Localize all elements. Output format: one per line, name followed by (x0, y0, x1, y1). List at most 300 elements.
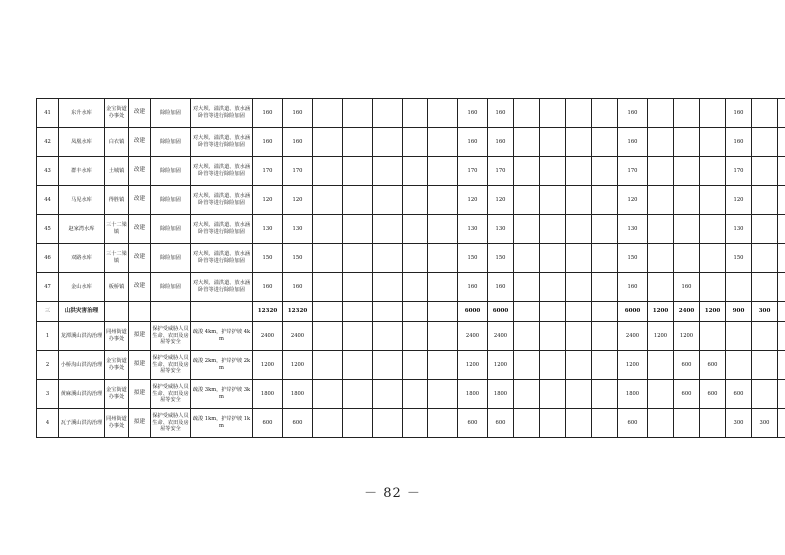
table-cell: 150 (726, 244, 752, 273)
table-cell (674, 157, 700, 186)
table-cell (778, 215, 785, 244)
table-cell (313, 157, 343, 186)
table-cell (540, 351, 566, 380)
table-cell: 拟建 (129, 351, 151, 380)
table-cell (151, 302, 191, 322)
table-row (37, 380, 785, 409)
table-cell (403, 99, 428, 128)
table-cell: 除险加固 (151, 244, 191, 273)
table-cell (566, 351, 592, 380)
table-cell: 除险加固 (151, 99, 191, 128)
table-cell: 12320 (253, 302, 283, 322)
table-cell (752, 99, 778, 128)
table-cell (592, 273, 618, 302)
table-cell: 2 (37, 351, 59, 380)
table-cell (428, 215, 458, 244)
table-row (37, 128, 785, 157)
table-cell: 2400 (283, 322, 313, 351)
table-cell (313, 322, 343, 351)
table-cell (514, 99, 540, 128)
table-cell (540, 244, 566, 273)
table-cell: 三十二梁镇 (105, 215, 129, 244)
table-cell (540, 186, 566, 215)
table-cell (313, 351, 343, 380)
table-cell (373, 273, 403, 302)
table-cell (700, 128, 726, 157)
table-cell (566, 273, 592, 302)
table-cell (403, 157, 428, 186)
table-cell (778, 273, 785, 302)
table-cell (514, 128, 540, 157)
table-cell: 对大坝、溢洪道、放水涵卧管等进行除险加固 (191, 157, 253, 186)
table-cell (592, 322, 618, 351)
table-row (37, 244, 785, 273)
table-cell: 160 (458, 273, 488, 302)
table-cell: 1200 (488, 351, 514, 380)
table-cell: 47 (37, 273, 59, 302)
table-cell: 板桥镇 (105, 273, 129, 302)
table-cell (752, 186, 778, 215)
table-cell (592, 351, 618, 380)
table-cell (752, 322, 778, 351)
table-cell (726, 273, 752, 302)
table-cell: 600 (283, 409, 313, 438)
table-cell (540, 128, 566, 157)
table-cell: 600 (488, 409, 514, 438)
table-cell: 6000 (488, 302, 514, 322)
table-cell (428, 273, 458, 302)
table-cell (648, 244, 674, 273)
table-cell: 170 (726, 157, 752, 186)
table-cell: 改建 (129, 186, 151, 215)
table-cell (540, 322, 566, 351)
table-cell (343, 273, 373, 302)
table-cell (566, 322, 592, 351)
table-cell (540, 409, 566, 438)
table-cell (778, 128, 785, 157)
table-cell: 2400 (488, 322, 514, 351)
table-cell (428, 244, 458, 273)
table-cell: 130 (253, 215, 283, 244)
table-cell: 改建 (129, 215, 151, 244)
table-cell (313, 128, 343, 157)
table-cell (726, 351, 752, 380)
table-cell (566, 186, 592, 215)
table-cell: 160 (488, 99, 514, 128)
table-cell (343, 186, 373, 215)
table-cell: 改建 (129, 273, 151, 302)
table-cell: 疏浚 2km，护岸护坡 2km (191, 351, 253, 380)
table-cell: 对大坝、溢洪道、放水涵卧管等进行除险加固 (191, 215, 253, 244)
table-cell: 160 (726, 99, 752, 128)
table-cell (700, 273, 726, 302)
table-cell: 160 (458, 128, 488, 157)
table-cell (428, 322, 458, 351)
table-cell: 600 (458, 409, 488, 438)
table-cell (129, 302, 151, 322)
table-cell (778, 322, 785, 351)
table-row (37, 215, 785, 244)
table-cell (313, 215, 343, 244)
table-cell: 130 (488, 215, 514, 244)
table-cell (700, 215, 726, 244)
table-cell: 除险加固 (151, 215, 191, 244)
table-cell: 170 (488, 157, 514, 186)
table-cell: 600 (253, 409, 283, 438)
table-cell (752, 351, 778, 380)
table-cell (540, 215, 566, 244)
table-cell: 160 (488, 128, 514, 157)
table-cell (752, 157, 778, 186)
table-cell (648, 215, 674, 244)
table-cell: 1200 (700, 302, 726, 322)
table-cell: 900 (726, 302, 752, 322)
table-cell: 120 (726, 186, 752, 215)
table-cell: 拟建 (129, 409, 151, 438)
table-cell (700, 409, 726, 438)
table-cell (403, 302, 428, 322)
table-cell: 金宝街道办事处 (105, 351, 129, 380)
table-cell (403, 244, 428, 273)
table-cell: 160 (618, 99, 648, 128)
table-cell: 130 (726, 215, 752, 244)
table-cell (428, 157, 458, 186)
table-cell (343, 215, 373, 244)
table-cell: 160 (283, 273, 313, 302)
table-cell: 双路水库 (59, 244, 105, 273)
table-cell: 保护受威胁人员生命、农田及房屋等安全 (151, 322, 191, 351)
table-cell: 6000 (618, 302, 648, 322)
table-cell (313, 380, 343, 409)
table-cell: 130 (618, 215, 648, 244)
table-cell: 土城镇 (105, 157, 129, 186)
table-cell (514, 322, 540, 351)
table-cell (566, 409, 592, 438)
table-cell: 120 (618, 186, 648, 215)
table-cell (373, 302, 403, 322)
table-cell: 300 (752, 302, 778, 322)
table-cell: 1800 (618, 380, 648, 409)
table-row (37, 409, 785, 438)
table-cell: 白衣镇 (105, 128, 129, 157)
table-cell (343, 128, 373, 157)
table-cell: 马见水库 (59, 186, 105, 215)
table-cell: 保护受威胁人员生命、农田及房屋等安全 (151, 409, 191, 438)
table-cell (648, 380, 674, 409)
table-cell: 170 (458, 157, 488, 186)
table-cell (514, 157, 540, 186)
table-cell: 除险加固 (151, 273, 191, 302)
table-cell: 300 (752, 409, 778, 438)
table-cell (428, 186, 458, 215)
table-cell: 赵家湾水库 (59, 215, 105, 244)
table-cell (648, 186, 674, 215)
table-cell: 对大坝、溢洪道、放水涵卧管等进行除险加固 (191, 128, 253, 157)
table-cell (373, 157, 403, 186)
table-cell (514, 409, 540, 438)
table-cell: 2400 (674, 302, 700, 322)
table-cell (648, 409, 674, 438)
table-cell (674, 244, 700, 273)
table-cell: 150 (488, 244, 514, 273)
table-cell (648, 99, 674, 128)
table-cell: 46 (37, 244, 59, 273)
table-cell (700, 322, 726, 351)
table-cell: 2400 (458, 322, 488, 351)
table-cell (403, 215, 428, 244)
table-cell (514, 302, 540, 322)
table-cell: 小桥沟山洪沟治理 (59, 351, 105, 380)
table-cell: 160 (253, 99, 283, 128)
table-cell (428, 351, 458, 380)
table-cell: 43 (37, 157, 59, 186)
table-cell: 1200 (674, 322, 700, 351)
table-cell (674, 215, 700, 244)
table-cell (191, 302, 253, 322)
table-cell: 170 (253, 157, 283, 186)
table-cell: 1800 (283, 380, 313, 409)
table-cell (566, 128, 592, 157)
table-cell (778, 157, 785, 186)
table-cell: 除险加固 (151, 157, 191, 186)
table-cell (540, 99, 566, 128)
table-cell: 2400 (618, 322, 648, 351)
table-cell: 150 (458, 244, 488, 273)
table-cell (403, 322, 428, 351)
table-cell: 160 (726, 128, 752, 157)
table-cell: 金宝街道办事处 (105, 380, 129, 409)
table-cell (566, 99, 592, 128)
table-cell: 600 (618, 409, 648, 438)
table-cell: 龙潭溪山洪沟治理 (59, 322, 105, 351)
table-cell (592, 244, 618, 273)
table-cell: 疏浚 3km，护岸护坡 3km (191, 380, 253, 409)
table-cell (514, 215, 540, 244)
table-cell (343, 351, 373, 380)
table-row (37, 273, 785, 302)
table-cell: 160 (618, 273, 648, 302)
table-cell (540, 380, 566, 409)
table-cell: 群丰水库 (59, 157, 105, 186)
table-cell: 130 (283, 215, 313, 244)
table-cell: 黄麻溪山洪沟治理 (59, 380, 105, 409)
table-cell (674, 99, 700, 128)
table-cell (540, 157, 566, 186)
table-cell: 41 (37, 99, 59, 128)
table-cell (343, 157, 373, 186)
table-cell: 疏浚 1km，护岸护坡 1km (191, 409, 253, 438)
table-cell: 160 (283, 128, 313, 157)
table-row (37, 99, 785, 128)
table-cell (778, 380, 785, 409)
table-cell (428, 99, 458, 128)
table-cell (343, 322, 373, 351)
table-cell (313, 186, 343, 215)
table-row (37, 157, 785, 186)
table-cell: 6000 (458, 302, 488, 322)
table-cell (648, 157, 674, 186)
table-cell (403, 351, 428, 380)
table-cell: 600 (674, 380, 700, 409)
table-cell: 160 (458, 99, 488, 128)
table-cell: 金宝街道办事处 (105, 99, 129, 128)
table-cell (700, 157, 726, 186)
table-cell: 1800 (488, 380, 514, 409)
table-cell (373, 128, 403, 157)
table-cell (373, 409, 403, 438)
table-cell (514, 244, 540, 273)
table-cell: 150 (618, 244, 648, 273)
table-cell: 1200 (458, 351, 488, 380)
table-cell (403, 186, 428, 215)
table-cell (514, 273, 540, 302)
table-cell (752, 273, 778, 302)
table-cell (778, 302, 785, 322)
table-cell: 160 (618, 128, 648, 157)
table-cell (403, 273, 428, 302)
table-cell (343, 99, 373, 128)
table-cell (752, 244, 778, 273)
table-cell: 保护受威胁人员生命、农田及房屋等安全 (151, 380, 191, 409)
table-cell: 160 (674, 273, 700, 302)
table-cell (343, 380, 373, 409)
table-cell (592, 157, 618, 186)
table-cell (648, 351, 674, 380)
table-cell: 对大坝、溢洪道、放水涵卧管等进行除险加固 (191, 99, 253, 128)
table-cell (592, 186, 618, 215)
table-cell: 除险加固 (151, 186, 191, 215)
investment-table (36, 98, 785, 438)
table-cell: 东升水库 (59, 99, 105, 128)
table-cell (343, 244, 373, 273)
table-cell: 改建 (129, 99, 151, 128)
table-cell (592, 302, 618, 322)
table-cell: 3 (37, 380, 59, 409)
table-cell (778, 99, 785, 128)
table-cell: 1 (37, 322, 59, 351)
table-cell (313, 99, 343, 128)
table-cell (592, 128, 618, 157)
table-cell (566, 302, 592, 322)
table-cell (566, 380, 592, 409)
table-cell: 150 (253, 244, 283, 273)
table-cell: 42 (37, 128, 59, 157)
table-cell (105, 302, 129, 322)
table-cell (514, 186, 540, 215)
table-cell: 170 (283, 157, 313, 186)
table-cell: 160 (283, 99, 313, 128)
table-cell (592, 380, 618, 409)
table-cell: 改建 (129, 244, 151, 273)
table-cell: 2400 (253, 322, 283, 351)
table-cell: 44 (37, 186, 59, 215)
table-cell (674, 409, 700, 438)
table-cell: 12320 (283, 302, 313, 322)
table-cell: 1200 (648, 322, 674, 351)
table-cell (540, 302, 566, 322)
table-cell (313, 302, 343, 322)
table-cell: 凤凰水库 (59, 128, 105, 157)
table-cell (752, 380, 778, 409)
table-cell: 得胜镇 (105, 186, 129, 215)
table-row (37, 351, 785, 380)
table-cell: 150 (283, 244, 313, 273)
table-cell: 瓦子溪山洪沟治理 (59, 409, 105, 438)
table-cell: 对大坝、溢洪道、放水涵卧管等进行除险加固 (191, 244, 253, 273)
table-cell: 120 (283, 186, 313, 215)
table-cell (566, 244, 592, 273)
table-cell: 1200 (648, 302, 674, 322)
page-number: － 82 － (364, 486, 421, 501)
table-cell (514, 380, 540, 409)
table-cell (373, 99, 403, 128)
table-cell (700, 99, 726, 128)
table-row (37, 186, 785, 215)
table-cell: 600 (674, 351, 700, 380)
table-cell: 300 (726, 409, 752, 438)
table-cell (566, 215, 592, 244)
table-cell: 120 (488, 186, 514, 215)
table-cell: 1800 (458, 380, 488, 409)
table-cell: 600 (700, 380, 726, 409)
table-cell (778, 409, 785, 438)
table-cell (592, 99, 618, 128)
table-cell: 拟建 (129, 380, 151, 409)
table-cell (540, 273, 566, 302)
table-cell (373, 351, 403, 380)
table-cell (566, 157, 592, 186)
table-cell (592, 215, 618, 244)
table-cell: 改建 (129, 128, 151, 157)
table-cell (343, 302, 373, 322)
table-cell (373, 322, 403, 351)
table-cell (648, 273, 674, 302)
table-row (37, 322, 785, 351)
table-cell: 600 (726, 380, 752, 409)
table-cell (313, 273, 343, 302)
section-row (37, 302, 785, 322)
table-cell: 三十二梁镇 (105, 244, 129, 273)
table-cell: 120 (458, 186, 488, 215)
table-cell (373, 186, 403, 215)
table-cell: 120 (253, 186, 283, 215)
table-cell (403, 380, 428, 409)
table-cell (778, 351, 785, 380)
table-cell: 对大坝、溢洪道、放水涵卧管等进行除险加固 (191, 186, 253, 215)
table-cell: 1200 (283, 351, 313, 380)
table-cell (778, 244, 785, 273)
table-cell: 改建 (129, 157, 151, 186)
table-cell (428, 302, 458, 322)
table-cell (674, 186, 700, 215)
table-cell: 130 (458, 215, 488, 244)
table-cell: 三 (37, 302, 59, 322)
table-cell (778, 186, 785, 215)
table-cell (373, 244, 403, 273)
table-cell: 对大坝、溢洪道、放水涵卧管等进行除险加固 (191, 273, 253, 302)
table-cell (373, 380, 403, 409)
table-body (37, 99, 785, 438)
table-cell: 160 (488, 273, 514, 302)
table-cell: 金山水库 (59, 273, 105, 302)
table-cell (700, 186, 726, 215)
table-cell (313, 244, 343, 273)
table-cell: 除险加固 (151, 128, 191, 157)
table-cell: 4 (37, 409, 59, 438)
table-cell: 170 (618, 157, 648, 186)
table-cell (373, 215, 403, 244)
table-cell (752, 128, 778, 157)
